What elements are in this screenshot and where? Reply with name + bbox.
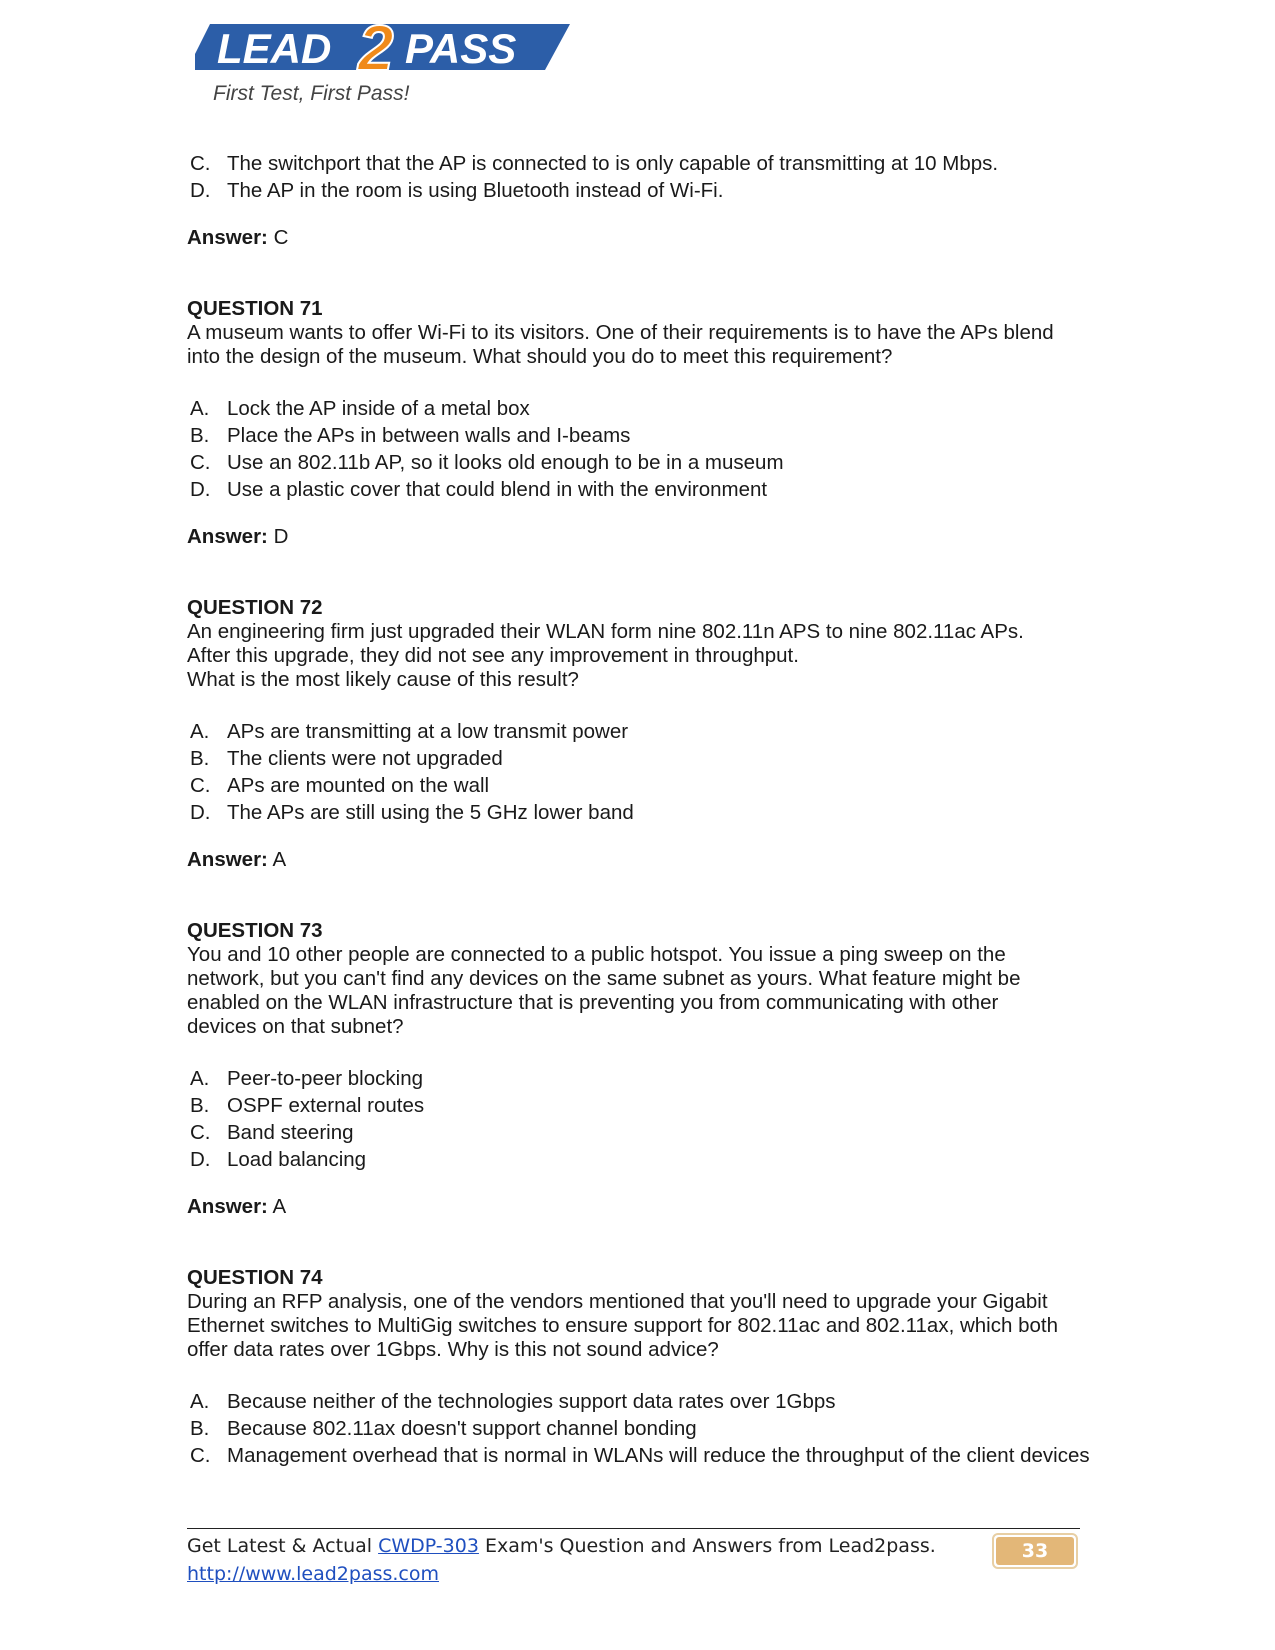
answer-value: C xyxy=(267,226,289,249)
option xyxy=(187,1092,1127,1119)
option xyxy=(187,449,1127,476)
option-letter: C. xyxy=(190,1444,211,1467)
answer-value: A xyxy=(267,848,287,871)
page-number-badge xyxy=(992,1533,1078,1569)
answer-label: Answer: xyxy=(187,848,268,871)
option-letter: D. xyxy=(190,179,211,202)
option-text: APs are transmitting at a low transmit power xyxy=(227,720,629,743)
option-text: Use an 802.11b AP, so it looks old enough to be in a museum xyxy=(227,451,784,474)
option-text: The clients were not upgraded xyxy=(227,747,503,770)
option xyxy=(187,1065,1127,1092)
continuation-options xyxy=(187,150,1127,204)
option-letter: D. xyxy=(190,801,211,824)
option xyxy=(187,1442,1127,1469)
option-text: Because neither of the technologies support data rates over 1Gbps xyxy=(227,1390,836,1413)
question-line: enabled on the WLAN infrastructure that is preventing you from communicating with other xyxy=(187,991,999,1014)
page-number: 33 xyxy=(996,1537,1074,1565)
option xyxy=(187,177,1127,204)
answer-label: Answer: xyxy=(187,1195,268,1218)
question-title: QUESTION 73 xyxy=(187,919,323,942)
question-line: Ethernet switches to MultiGig switches to ensure support for 802.11ac and 802.11ax, which both xyxy=(187,1314,1058,1337)
option-letter: A. xyxy=(190,720,210,743)
answer xyxy=(187,226,1127,250)
question-text xyxy=(187,943,1127,1039)
option-letter: B. xyxy=(190,1417,210,1440)
option-letter: B. xyxy=(190,424,210,447)
question-line: You and 10 other people are connected to a public hotspot. You issue a ping sweep on the xyxy=(187,943,1006,966)
question-line: network, but you can't find any devices on the same subnet as yours. What feature might be xyxy=(187,967,1021,990)
question-text xyxy=(187,1290,1127,1362)
answer-label: Answer: xyxy=(187,226,268,249)
option xyxy=(187,1415,1127,1442)
footer xyxy=(187,1532,936,1588)
footer-prefix: Get Latest & Actual xyxy=(187,1535,379,1557)
question-line: devices on that subnet? xyxy=(187,1015,404,1038)
option-letter: C. xyxy=(190,152,211,175)
option xyxy=(187,476,1127,503)
answer-value: A xyxy=(267,1195,287,1218)
logo-tagline: First Test, First Pass! xyxy=(213,82,410,105)
option-letter: A. xyxy=(190,1390,210,1413)
question-options xyxy=(187,395,1127,503)
option-letter: A. xyxy=(190,397,210,420)
option-text: Use a plastic cover that could blend in with the environment xyxy=(227,478,768,501)
answer xyxy=(187,848,1127,872)
footer-promo xyxy=(187,1532,936,1560)
option-text: The switchport that the AP is connected to is only capable of transmitting at 10 Mbps. xyxy=(227,152,999,175)
option-text: Band steering xyxy=(227,1121,354,1144)
logo-word-left: LEAD xyxy=(217,25,332,72)
option xyxy=(187,799,1127,826)
option-text: Place the APs in between walls and I-beams xyxy=(227,424,631,447)
option-letter: B. xyxy=(190,1094,210,1117)
option-letter: C. xyxy=(190,1121,211,1144)
question-line: An engineering firm just upgraded their WLAN form nine 802.11n APS to nine 802.11ac APs. xyxy=(187,620,1024,643)
question-text xyxy=(187,620,1127,692)
answer-value: D xyxy=(267,525,289,548)
question-title: QUESTION 72 xyxy=(187,596,323,619)
option-letter: D. xyxy=(190,1148,211,1171)
question-line: During an RFP analysis, one of the vendors mentioned that you'll need to upgrade your Gigabit xyxy=(187,1290,1048,1313)
question-options xyxy=(187,1388,1127,1469)
option xyxy=(187,745,1127,772)
question-line: After this upgrade, they did not see any improvement in throughput. xyxy=(187,644,799,667)
option-text: Because 802.11ax doesn't support channel bonding xyxy=(227,1417,697,1440)
footer-suffix: Exam's Question and Answers from Lead2pass. xyxy=(478,1535,936,1557)
option-text: Load balancing xyxy=(227,1148,367,1171)
answer xyxy=(187,1195,1127,1219)
question-title: QUESTION 74 xyxy=(187,1266,323,1289)
exam-content xyxy=(187,150,1127,1469)
question-options xyxy=(187,718,1127,826)
option-text: Lock the AP inside of a metal box xyxy=(227,397,530,420)
option-text: Management overhead that is normal in WLANs will reduce the throughput of the client devices xyxy=(227,1444,1090,1467)
option xyxy=(187,150,1127,177)
option-text: The AP in the room is using Bluetooth instead of Wi-Fi. xyxy=(227,179,724,202)
question-text xyxy=(187,321,1127,369)
lead2pass-logo xyxy=(195,6,595,110)
option-text: The APs are still using the 5 GHz lower band xyxy=(227,801,634,824)
question-line: A museum wants to offer Wi-Fi to its visitors. One of their requirements is to have the APs blend xyxy=(187,321,1054,344)
option xyxy=(187,422,1127,449)
option xyxy=(187,1388,1127,1415)
answer xyxy=(187,525,1127,549)
option-letter: A. xyxy=(190,1067,210,1090)
option xyxy=(187,1119,1127,1146)
option-text: APs are mounted on the wall xyxy=(227,774,490,797)
exam-link[interactable]: CWDP-303 xyxy=(378,1535,479,1557)
option-letter: B. xyxy=(190,747,210,770)
question-title: QUESTION 71 xyxy=(187,297,323,320)
question-options xyxy=(187,1065,1127,1173)
option-letter: D. xyxy=(190,478,211,501)
question-line: What is the most likely cause of this result? xyxy=(187,668,579,691)
option-text: Peer-to-peer blocking xyxy=(227,1067,423,1090)
question-line: into the design of the museum. What should you do to meet this requirement? xyxy=(187,345,893,368)
footer-divider xyxy=(187,1528,1080,1529)
question-line: offer data rates over 1Gbps. Why is this not sound advice? xyxy=(187,1338,719,1361)
option xyxy=(187,395,1127,422)
logo-digit: 2 xyxy=(358,12,394,84)
option-letter: C. xyxy=(190,451,211,474)
option xyxy=(187,718,1127,745)
option xyxy=(187,772,1127,799)
option-letter: C. xyxy=(190,774,211,797)
site-url-link[interactable]: http://www.lead2pass.com xyxy=(187,1563,440,1585)
option xyxy=(187,1146,1127,1173)
logo-word-right: PASS xyxy=(405,25,517,72)
option-text: OSPF external routes xyxy=(227,1094,425,1117)
answer-label: Answer: xyxy=(187,525,268,548)
